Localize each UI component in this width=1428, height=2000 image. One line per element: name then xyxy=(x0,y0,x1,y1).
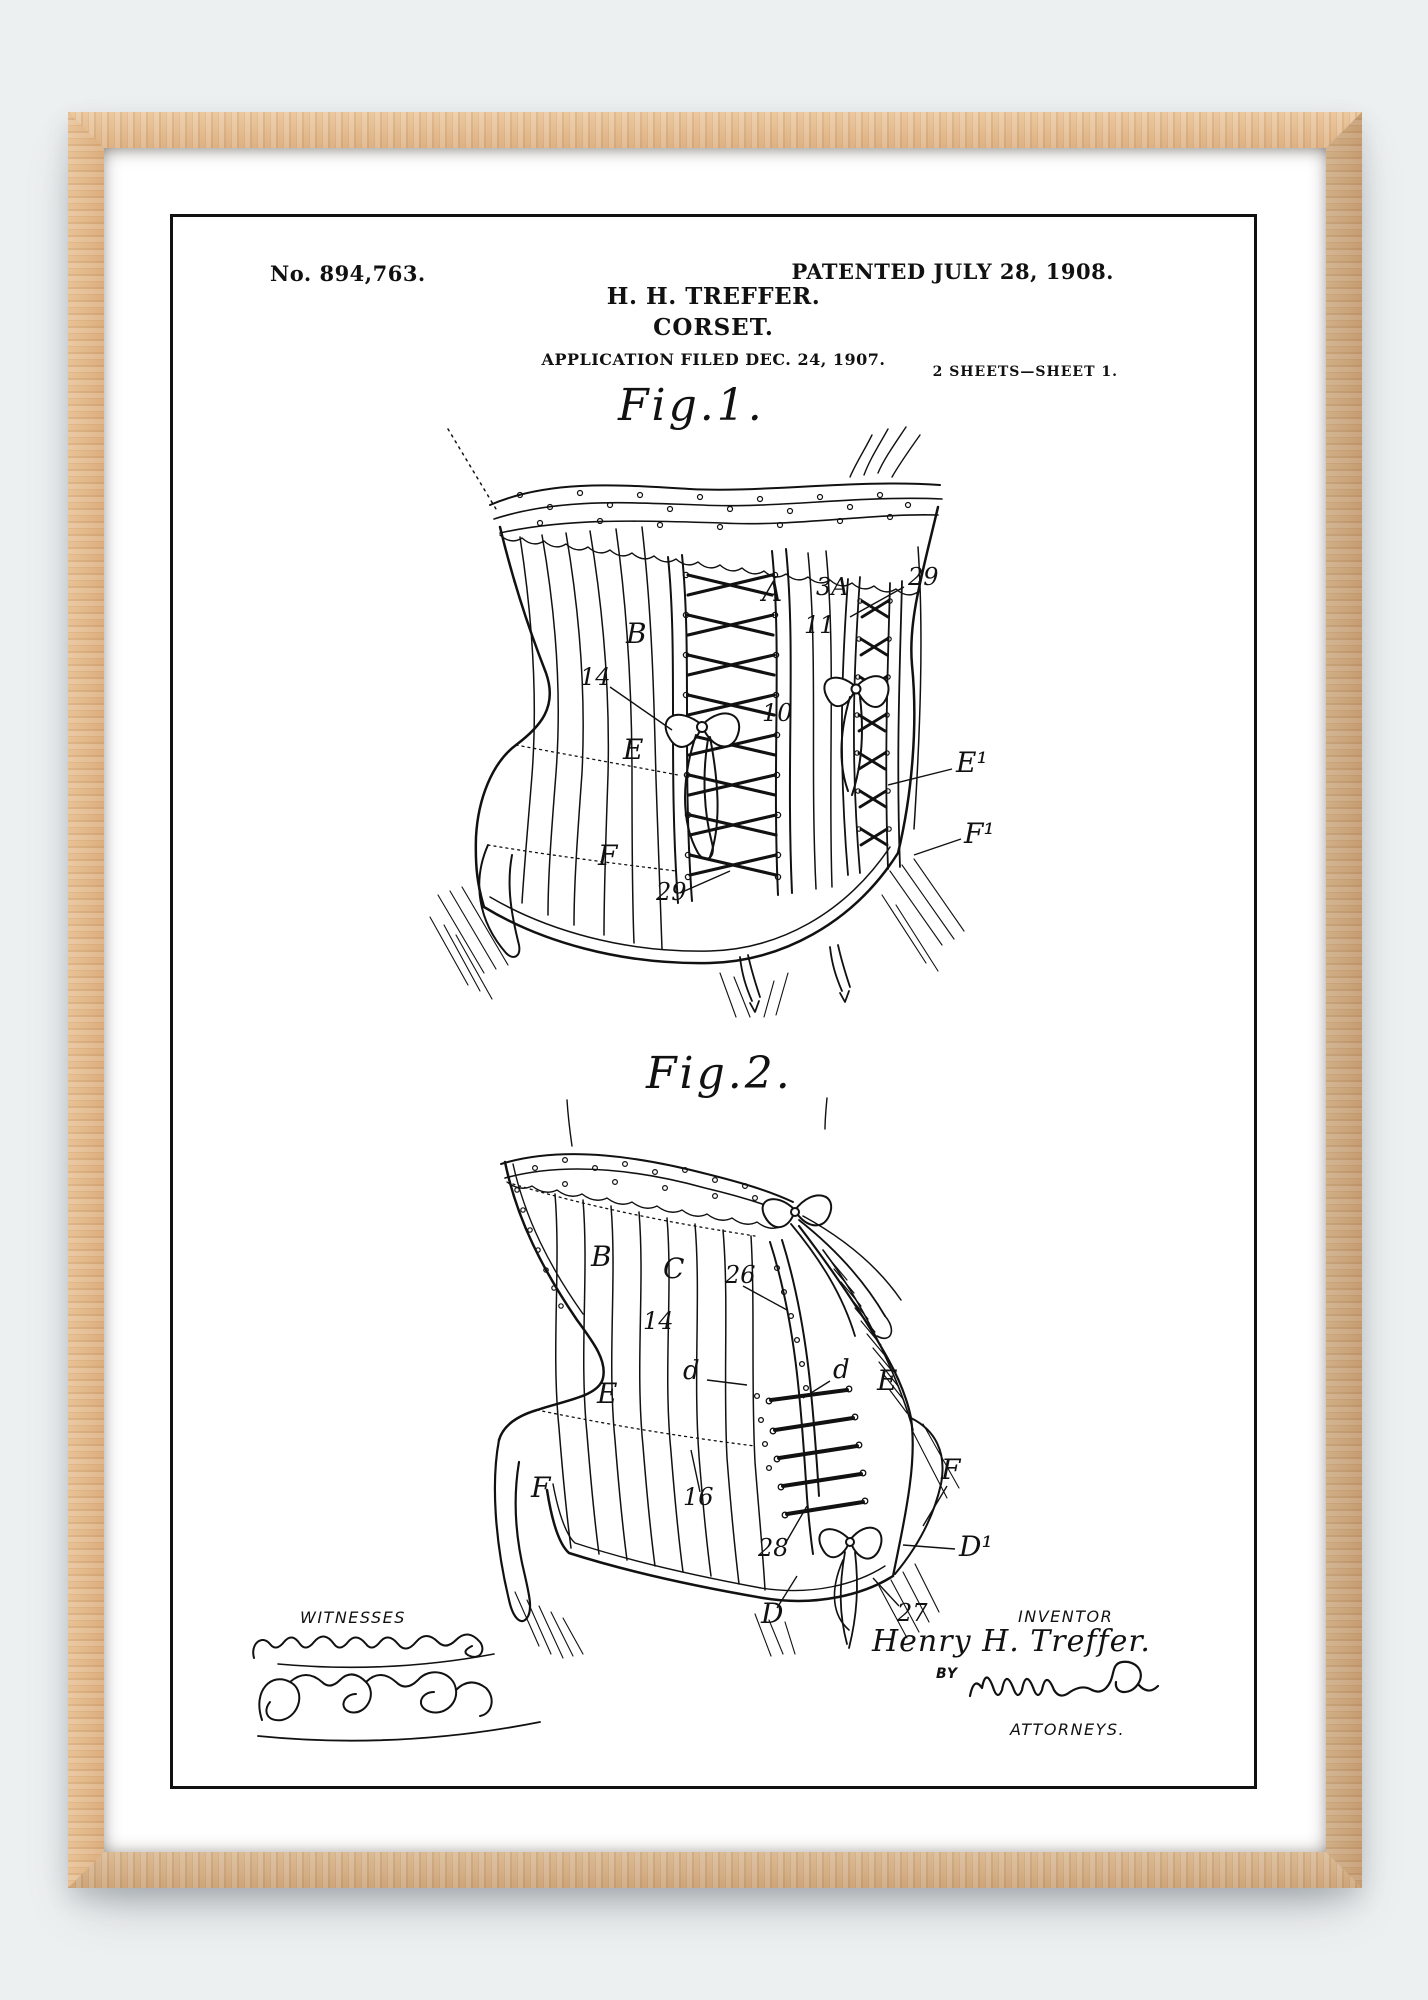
figure-reference-label: A xyxy=(762,575,783,608)
frame-right-rail xyxy=(1326,112,1362,1888)
hip-edge xyxy=(895,1418,943,1574)
figure-reference-label: B xyxy=(626,617,647,650)
patent-date: PATENTED JULY 28, 1908. xyxy=(791,259,1114,284)
lace-trim xyxy=(490,483,942,594)
figure-reference-label: E¹ xyxy=(956,746,988,779)
witness-signature-2-flourish xyxy=(258,1722,540,1741)
back-lacing xyxy=(755,1240,868,1554)
attorneys-label: ATTORNEYS. xyxy=(1010,1720,1126,1739)
figure-reference-label: 28 xyxy=(758,1534,789,1562)
figure-reference-label: 3A xyxy=(816,573,849,601)
label-leader-line xyxy=(707,1380,747,1385)
boning-lines xyxy=(555,1194,765,1590)
witness-signature-1-flourish xyxy=(278,1654,494,1667)
figure-reference-label: F¹ xyxy=(964,817,995,850)
frame-left-rail xyxy=(68,112,104,1888)
figure-reference-label: F xyxy=(531,1471,551,1504)
label-leader-line xyxy=(873,1578,899,1606)
sheet-count-line: 2 SHEETS—SHEET 1. xyxy=(932,364,1118,380)
attorney-signature xyxy=(966,1652,1166,1712)
figure-reference-label: 29 xyxy=(656,878,687,906)
side-lacing xyxy=(842,577,902,875)
figure-reference-label: 14 xyxy=(580,663,611,691)
ribbon-bow-top xyxy=(763,1195,901,1338)
fig2-corset-drawing xyxy=(455,1098,1025,1658)
figure-reference-label: E xyxy=(623,733,644,766)
fig1-caption: Fig.1. xyxy=(618,380,765,431)
hatch-shading xyxy=(515,1424,959,1658)
frame-bottom-rail xyxy=(68,1852,1362,1888)
figure-reference-label: E xyxy=(877,1364,898,1397)
figure-reference-label: 16 xyxy=(683,1483,714,1511)
busk-tip xyxy=(495,1440,530,1621)
figure-reference-label: 14 xyxy=(643,1307,674,1335)
applicant-name: H. H. TREFFER. xyxy=(606,283,821,310)
label-leader-line xyxy=(903,1545,955,1549)
figure-reference-label: F xyxy=(941,1453,961,1486)
lace-tassels xyxy=(740,945,850,1012)
figure-reference-label: 11 xyxy=(804,611,835,639)
label-leader-line xyxy=(743,1286,787,1310)
garter-loop xyxy=(479,845,519,957)
label-leader-line xyxy=(610,687,672,730)
figure-reference-label: 27 xyxy=(897,1599,928,1627)
witness-signatures xyxy=(248,1624,548,1748)
figure-reference-label: B xyxy=(591,1240,612,1273)
figure-reference-label: 26 xyxy=(725,1261,756,1289)
ribbon-bow-right xyxy=(824,676,888,795)
patent-number: No. 894,763. xyxy=(270,261,426,286)
figure-reference-label: F xyxy=(598,839,618,872)
patent-title: CORSET. xyxy=(653,314,774,341)
figure-reference-label: D¹ xyxy=(959,1530,993,1563)
witness-signature-2 xyxy=(259,1672,491,1720)
frame-top-rail xyxy=(68,112,1362,148)
witnesses-label: WITNESSES xyxy=(300,1608,406,1627)
by-label: BY xyxy=(936,1666,959,1682)
fig1-corset-drawing xyxy=(420,425,1000,1020)
figure-reference-label: d xyxy=(833,1355,850,1385)
inventor-label: INVENTOR xyxy=(1018,1607,1114,1626)
figure-reference-label: 10 xyxy=(762,699,793,727)
sketch-guide-line xyxy=(448,429,496,509)
fig2-caption: Fig.2. xyxy=(646,1048,793,1099)
witness-signature-1 xyxy=(253,1634,482,1658)
figure-reference-label: E xyxy=(597,1377,618,1410)
label-leader-line xyxy=(923,1486,947,1526)
figure-reference-label: 29 xyxy=(908,563,939,591)
application-filed-line: APPLICATION FILED DEC. 24, 1907. xyxy=(541,350,886,369)
label-leader-line xyxy=(914,839,961,855)
inventor-signature: Henry H. Treffer. xyxy=(872,1624,1151,1659)
figure-reference-label: D xyxy=(761,1597,784,1630)
figure-reference-label: C xyxy=(663,1252,685,1285)
figure-reference-label: d xyxy=(683,1356,700,1386)
